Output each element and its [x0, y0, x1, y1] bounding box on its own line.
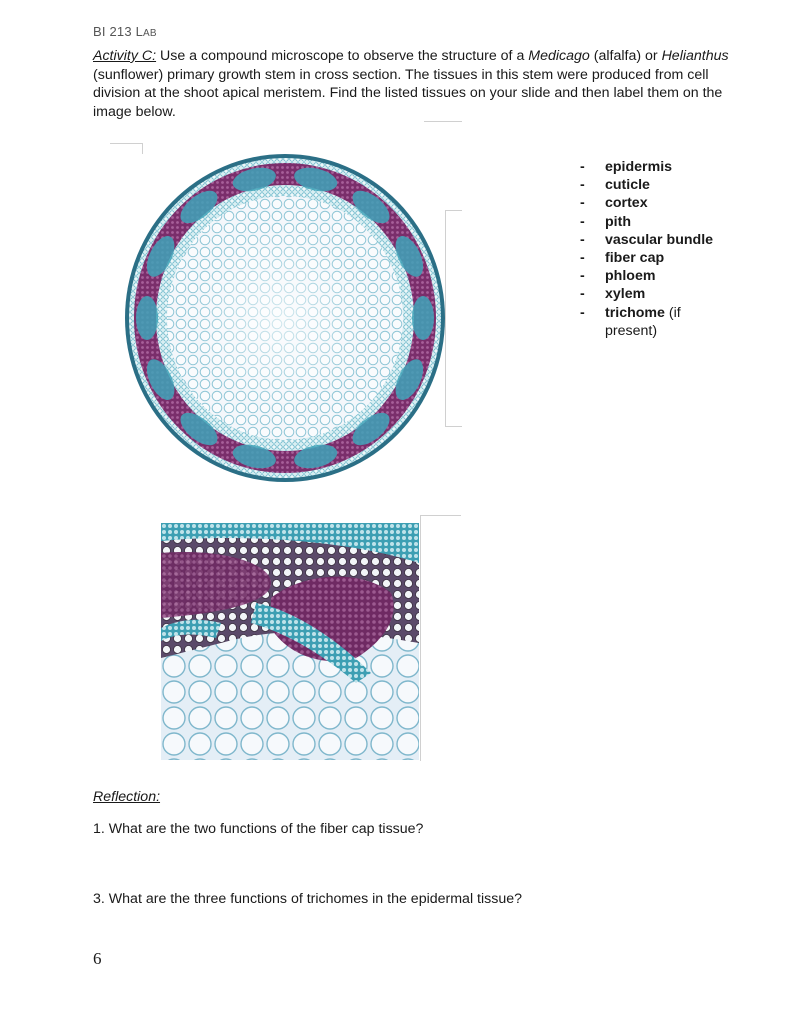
frame-line: [424, 121, 462, 122]
stem-cross-section-figure: [115, 150, 450, 490]
vascular-bundle: [412, 296, 434, 340]
frame-line: [420, 515, 461, 761]
list-item: - phloem: [580, 268, 656, 285]
vascular-bundle: [136, 296, 158, 340]
reflection-heading: Reflection:: [93, 789, 161, 805]
page-number: 6: [93, 949, 102, 968]
list-item: - pith: [580, 213, 631, 230]
list-item: - vascular bundle: [580, 231, 714, 248]
list-item: - fiber cap: [580, 250, 665, 267]
stem-detail-figure: [161, 523, 419, 760]
question-3: 3. What are the three functions of trichomes in the epidermal tissue?: [93, 891, 522, 907]
list-item: - xylem: [580, 286, 646, 303]
activity-label: Activity C:: [93, 48, 157, 64]
list-item: - cortex: [580, 195, 648, 212]
course-header: BI 213 LAB: [93, 24, 157, 39]
tissue-list: [580, 158, 715, 340]
list-item: - epidermis: [580, 159, 673, 175]
list-item: - cuticle: [580, 177, 650, 194]
list-item-trichome: - trichome (if present): [580, 304, 681, 339]
activity-instructions: Activity C: Use a compound microscope to observe the structure of a Medicago (alfalfa) or Helianthus (sunflower) primary growth stem in cross section. The tissues in this stem were produced from cell division at the shoot apical meristem. Find the listed tissues on your slide and then label them on the image below.: [93, 48, 729, 120]
question-1: 1. What are the two functions of the fiber cap tissue?: [93, 821, 424, 837]
